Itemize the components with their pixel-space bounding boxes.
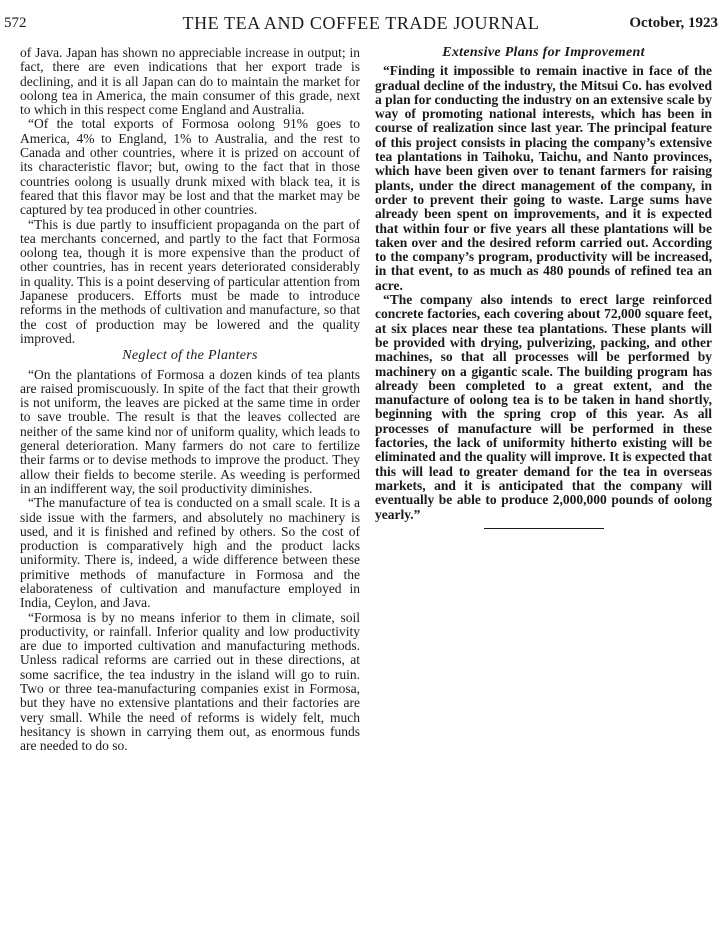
article-paragraph: “The manufacture of tea is conducted on a small scale. It is a side issue with the farmers, and absolutely no machinery is used, and it is finished and refined by others. So the cost of production is comparatively high and the product lacks uniformity. There is, indeed, a wide difference between these primitive methods of manufacture in Formosa and the elaborateness of cultivation and manufacture employed in India, Ceylon, and Java. (20, 495, 360, 611)
article-paragraph: “Finding it impossible to remain inactive in face of the gradual decline of the industry, the Mitsui Co. has evolved a plan for conducting the industry on an extensive scale by way of promoting national interests, which has been in course of realization since last year. The principal feature of this project consists in placing the company’s extensive tea plantations in Taihoku, Taichu, and Nanto provinces, which have been given over to tenant farmers for raising plants, under the direct management of the company, in order to prevent their going to waste. Large sums have already been spent on improvements, and it is expected that within four or five years all these plantations will be taken over and the desired reform carried out. According to the company’s program, productivity will be increased, in that event, to as much as 480 pounds of refined tea an acre. (375, 63, 712, 293)
article-paragraph: “The company also intends to erect large reinforced concrete factories, each covering about 72,000 square feet, at six places near these tea plantations. These plants will be provided with drying, pulverizing, packing, and other machines, so that all processes will be performed by machinery on a gigantic scale. The building program has already been completed to a great extent, and the manufacture of oolong tea is to be taken in hand shortly, beginning with the spring crop of this year. As all processes of manufacture will be performed in these factories, the lack of uniformity hitherto existing will be eliminated and the quality will improve. It is expected that this will lead to greater demand for the tea in overseas markets, and it is anticipated that the company will eventually be able to produce 2,000,000 pounds of oolong yearly.” (375, 292, 712, 522)
section-heading-neglect: Neglect of the Planters (122, 348, 258, 364)
article-end-rule (484, 528, 604, 529)
left-column (20, 46, 360, 946)
article-paragraph: “On the plantations of Formosa a dozen kinds of tea plants are raised promiscuously. In spite of the fact that their growth is not uniform, the leaves are picked at the same time in order to save trouble. The result is that the leaves collected are neither of the same kind nor of uniform quality, which leads to general deterioration. Many farmers do not care to fertilize their farms or to devise methods to improve the product. They allow their fields to become sterile. As weeding is performed in an indifferent way, the soil productivity diminishes. (20, 366, 360, 496)
article-paragraph: “This is due partly to insufficient propaganda on the part of tea merchants concerned, and partly to the fact that Formosa oolong tea, though it is more expensive than the product of other countries, has in recent years deteriorated considerably in quality. This is a point deserving of particular attention from Japanese producers. Efforts must be made to introduce reforms in the methods of cultivation and manufacture, so that the cost of production may be lowered and the quality improved. (20, 216, 360, 346)
section-heading-improvement: Extensive Plans for Improvement (442, 46, 645, 60)
journal-title: THE TEA AND COFFEE TRADE JOURNAL (182, 13, 540, 33)
page-number: 572 (4, 15, 27, 31)
article-paragraph: of Java. Japan has shown no appreciable increase in output; in fact, there are even indications that her export trade is declining, and it is all Japan can do to maintain the market for oolong tea in America, the main consumer of this grade, next to which in this respect come England and Australia. (20, 46, 360, 118)
right-column (375, 46, 712, 946)
article-paragraph: “Formosa is by no means inferior to them in climate, soil productivity, or rainfall. Inferior quality and low productivity are due to imported cultivation and manufacturing methods. Unless radical reforms are carried out in these directions, at some sacrifice, the tea industry in the island will go to ruin. Two or three tea-manufacturing companies exist in Formosa, but they have no extensive plantations and their factories are very small. While the need of reforms is widely felt, much hesitancy is shown in carrying them out, as enormous funds are needed to do so. (20, 609, 360, 754)
issue-date: October, 1923 (629, 15, 718, 31)
article-paragraph: “Of the total exports of Formosa oolong 91% goes to America, 4% to England, 1% to Australia, and the rest to Canada and other countries, where it is prized on account of its characteristic flavor; but, owing to the fact that in those countries oolong is usually drunk mixed with black tea, it is feared that this flavor may be lost and that the market may be captured by tea produced in other countries. (20, 116, 360, 218)
page-header (0, 0, 722, 40)
